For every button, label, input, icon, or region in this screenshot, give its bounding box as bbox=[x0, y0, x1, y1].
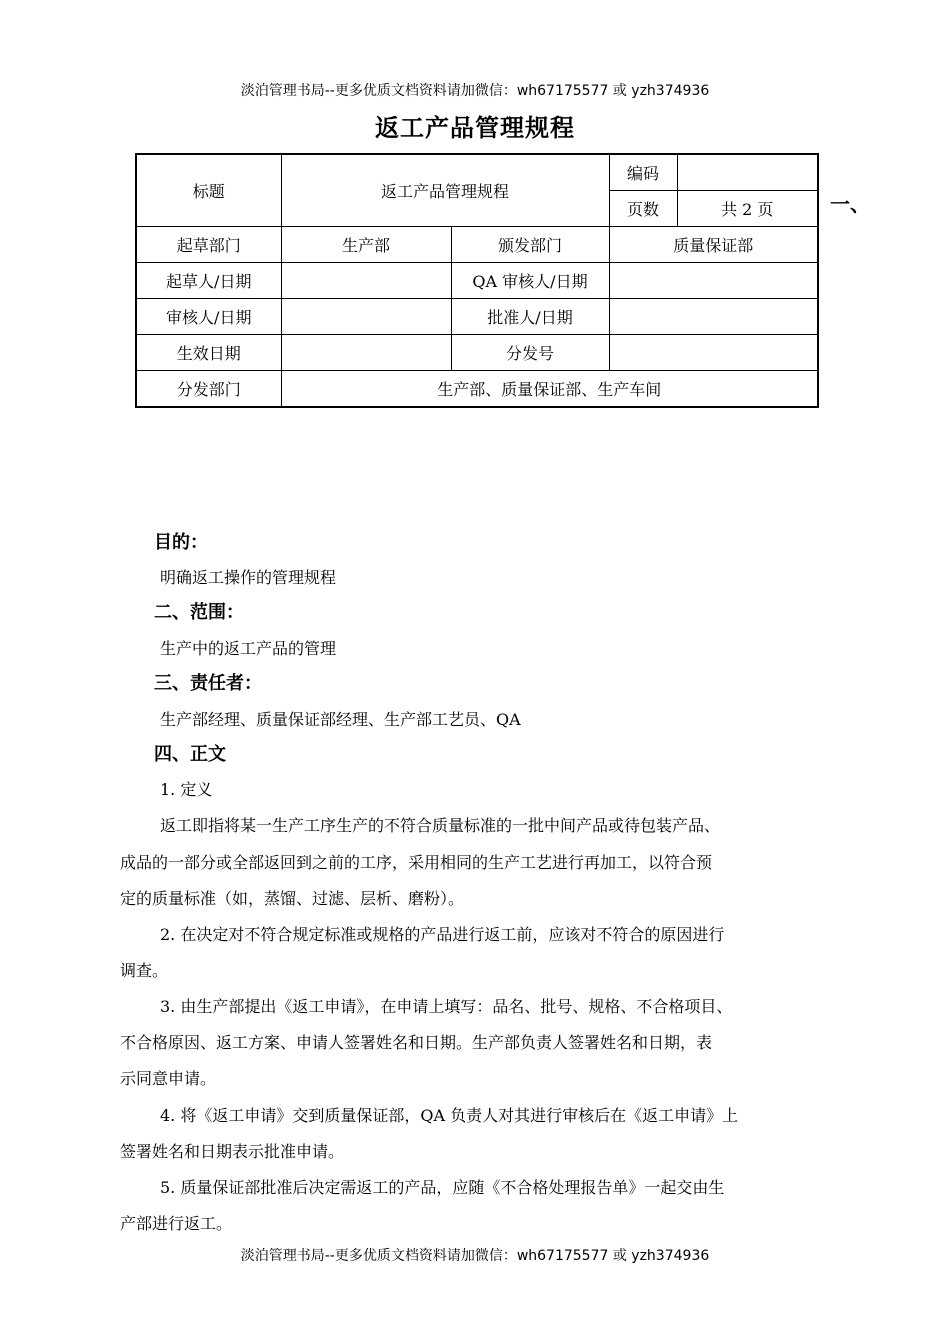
reviewer-label: 审核人/日期 bbox=[136, 299, 281, 335]
approver-value bbox=[609, 299, 818, 335]
page-footer: 淡泊管理书局--更多优质文档资料请加微信：wh67175577 或 yzh374936 bbox=[240, 1248, 710, 1264]
paragraph-5-line-1: 5. 质量保证部批准后决定需返工的产品，应随《不合格处理报告单》一起交由生 bbox=[160, 1178, 725, 1197]
paragraph-1-line-2: 成品的一部分或全部返回到之前的工序，采用相同的生产工艺进行再加工，以符合预 bbox=[120, 853, 713, 872]
paragraph-3-line-2: 不合格原因、返工方案、申请人签署姓名和日期。生产部负责人签署姓名和日期，表 bbox=[120, 1033, 713, 1052]
paragraph-2-line-1: 2. 在决定对不符合规定标准或规格的产品进行返工前，应该对不符合的原因进行 bbox=[160, 925, 725, 944]
issue-dept-label: 颁发部门 bbox=[451, 227, 609, 263]
distribution-number-value bbox=[609, 335, 818, 371]
definition-title: 1. 定义 bbox=[160, 780, 213, 799]
qa-reviewer-value bbox=[609, 263, 818, 299]
purpose-heading: 目的： bbox=[154, 532, 208, 553]
pages-value: 共 2 页 bbox=[677, 191, 818, 227]
distribution-dept-label: 分发部门 bbox=[136, 371, 281, 408]
document-meta-table bbox=[135, 153, 819, 408]
code-value bbox=[677, 154, 818, 191]
paragraph-4-line-1: 4. 将《返工申请》交到质量保证部，QA 负责人对其进行审核后在《返工申请》上 bbox=[160, 1106, 739, 1125]
pages-label: 页数 bbox=[609, 191, 677, 227]
approver-label: 批准人/日期 bbox=[451, 299, 609, 335]
purpose-text: 明确返工操作的管理规程 bbox=[160, 568, 337, 587]
code-label: 编码 bbox=[609, 154, 677, 191]
paragraph-3-line-3: 示同意申请。 bbox=[120, 1069, 217, 1088]
draft-dept-label: 起草部门 bbox=[136, 227, 281, 263]
drafter-value bbox=[281, 263, 451, 299]
title-value: 返工产品管理规程 bbox=[281, 154, 609, 227]
qa-reviewer-label: QA 审核人/日期 bbox=[451, 263, 609, 299]
draft-dept-value: 生产部 bbox=[281, 227, 451, 263]
scope-text: 生产中的返工产品的管理 bbox=[160, 639, 337, 658]
effective-date-value bbox=[281, 335, 451, 371]
body-heading: 四、正文 bbox=[154, 744, 226, 765]
responsibility-heading: 三、责任者： bbox=[154, 673, 262, 694]
distribution-dept-value: 生产部、质量保证部、生产车间 bbox=[281, 371, 818, 408]
document-title: 返工产品管理规程 bbox=[375, 114, 575, 142]
title-label: 标题 bbox=[136, 154, 281, 227]
paragraph-1-line-1: 返工即指将某一生产工序生产的不符合质量标准的一批中间产品或待包装产品、 bbox=[160, 816, 721, 835]
page-header: 淡泊管理书局--更多优质文档资料请加微信：wh67175577 或 yzh374936 bbox=[240, 83, 710, 99]
scope-heading: 二、范围： bbox=[154, 602, 244, 623]
distribution-number-label: 分发号 bbox=[451, 335, 609, 371]
paragraph-3-line-1: 3. 由生产部提出《返工申请》，在申请上填写：品名、批号、规格、不合格项目、 bbox=[160, 997, 733, 1016]
paragraph-1-line-3: 定的质量标准（如，蒸馏、过滤、层析、磨粉）。 bbox=[120, 889, 465, 908]
paragraph-5-line-2: 产部进行返工。 bbox=[120, 1214, 233, 1233]
responsibility-text: 生产部经理、质量保证部经理、生产部工艺员、QA bbox=[160, 710, 521, 729]
paragraph-4-line-2: 签署姓名和日期表示批准申请。 bbox=[120, 1142, 345, 1161]
issue-dept-value: 质量保证部 bbox=[609, 227, 818, 263]
section-one-marker: 一、 bbox=[830, 192, 870, 216]
effective-date-label: 生效日期 bbox=[136, 335, 281, 371]
reviewer-value bbox=[281, 299, 451, 335]
paragraph-2-line-2: 调查。 bbox=[120, 961, 169, 980]
drafter-label: 起草人/日期 bbox=[136, 263, 281, 299]
